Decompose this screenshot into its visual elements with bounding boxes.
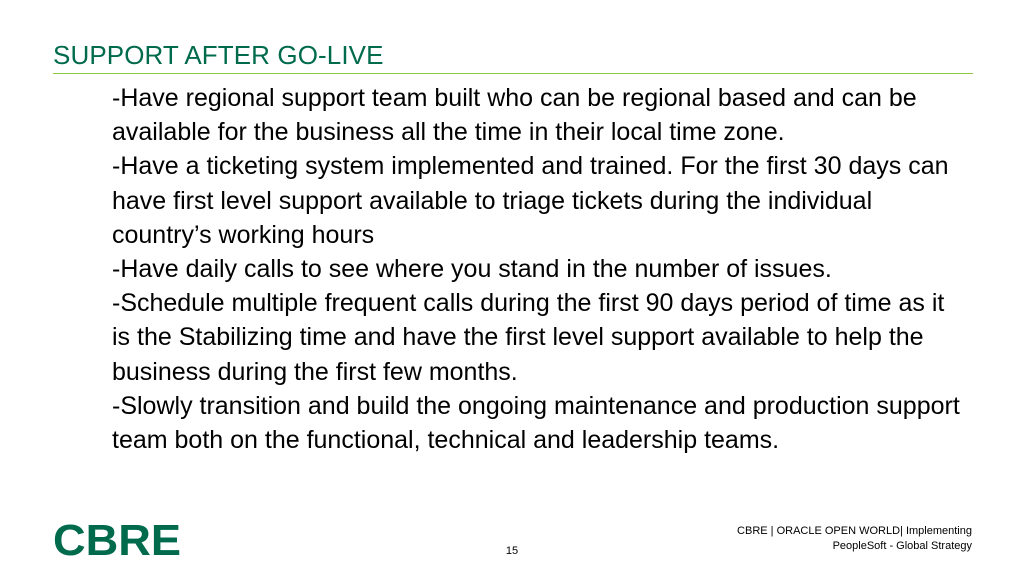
body-paragraph: -Have regional support team built who can be regional based and can be available for the business all the time in their local time zone. [112, 84, 917, 147]
footer-text [737, 524, 972, 554]
body-paragraph: -Schedule multiple frequent calls during the first 90 days period of time as it is the Stabilizing time and have the first level support available to help the business during the first few months. [112, 289, 945, 386]
cbre-logo [53, 522, 181, 556]
svg-text:CBRE: CBRE [53, 522, 181, 556]
body-paragraph: -Slowly transition and build the ongoing maintenance and production support team both on the functional, technical and leadership teams. [112, 391, 960, 455]
body-paragraph: -Have daily calls to see where you stand in the number of issues. [112, 255, 832, 284]
footer-line: PeopleSoft - Global Strategy [832, 540, 972, 552]
footer-line: CBRE | ORACLE OPEN WORLD| Implementing [737, 525, 972, 537]
slide-body [112, 81, 962, 457]
page-number: 15 [505, 545, 519, 557]
title-divider [53, 73, 973, 74]
slide-title: SUPPORT AFTER GO-LIVE [53, 40, 384, 70]
body-paragraph: -Have a ticketing system implemented and trained. For the first 30 days can have first level support available to triage tickets during the individual country’s working hours [112, 152, 949, 249]
